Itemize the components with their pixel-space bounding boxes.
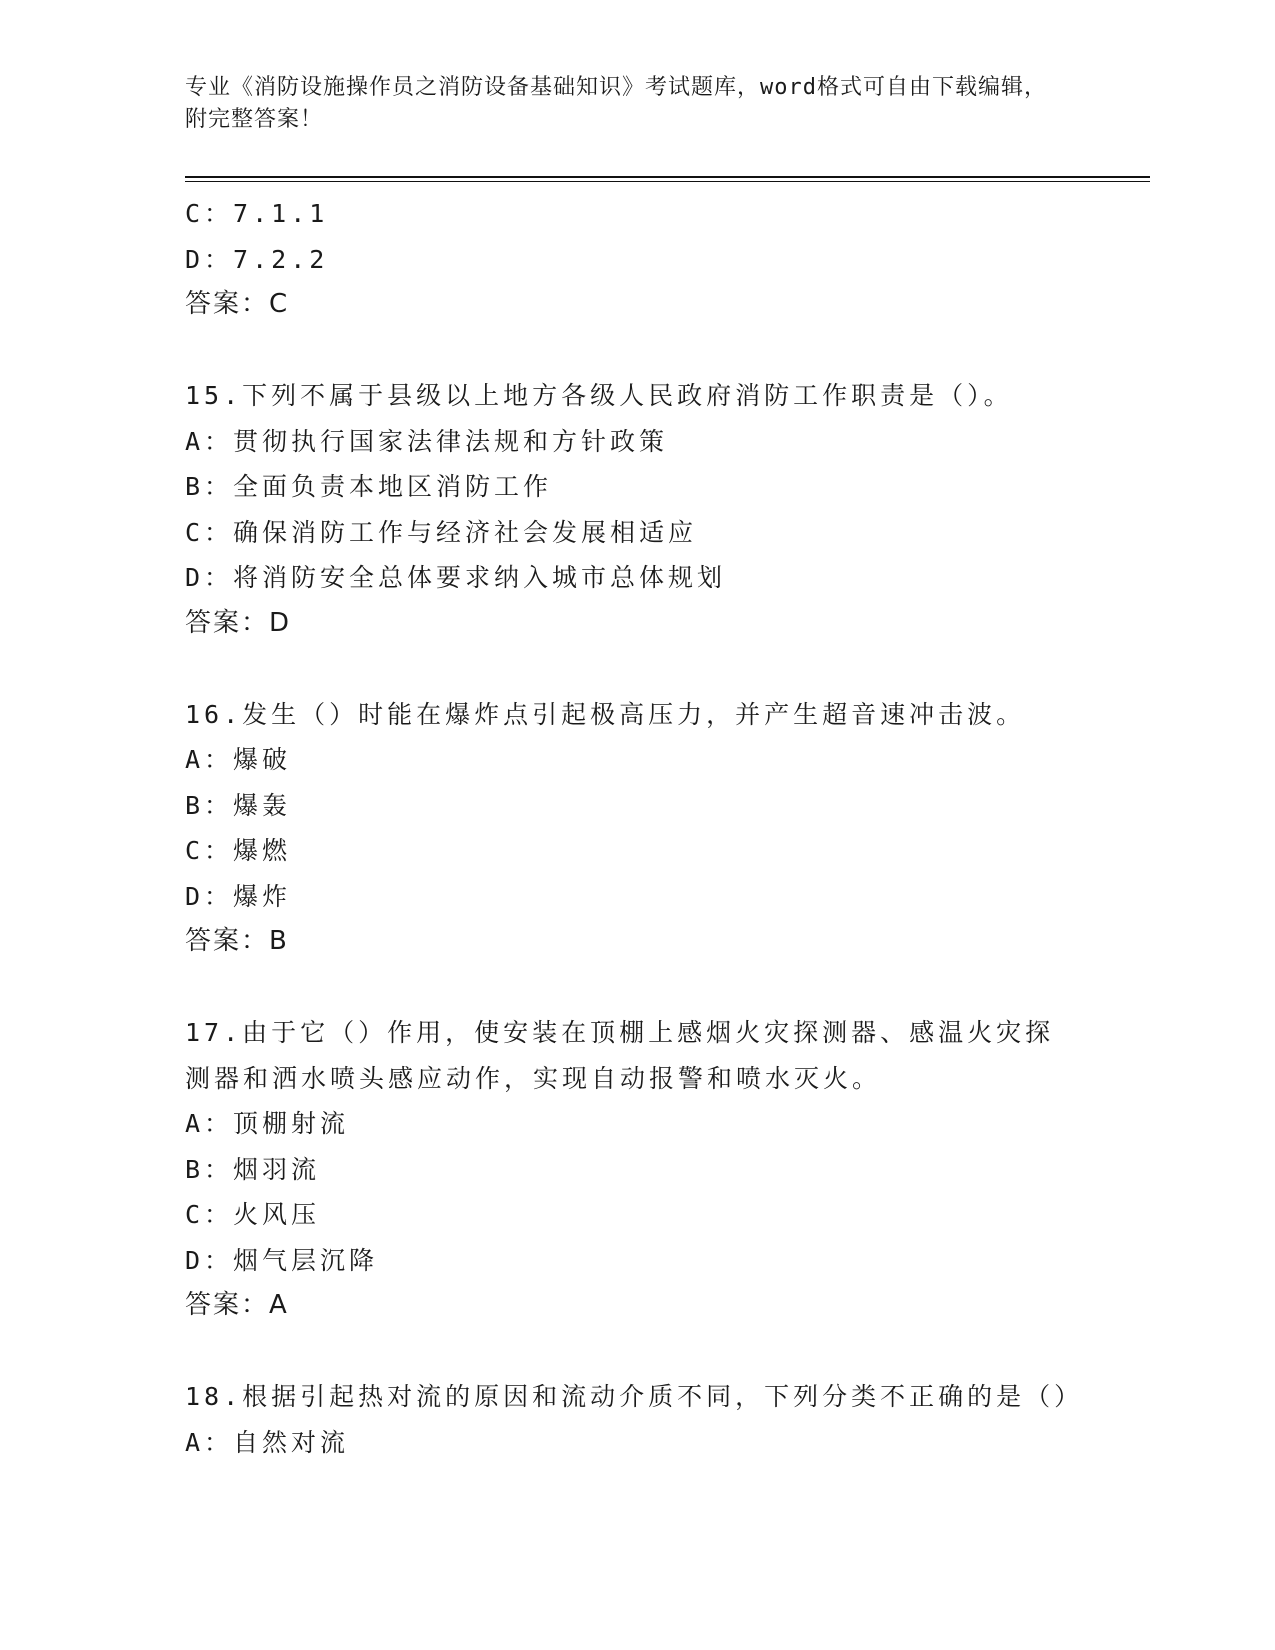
option-c: C：火风压: [185, 1200, 321, 1229]
option-b: B：烟羽流: [185, 1154, 321, 1184]
option-a: A：贯彻执行国家法律法规和方针政策: [185, 426, 669, 456]
answer-line: 答案：C: [185, 289, 290, 319]
header-divider: [185, 176, 1150, 178]
option-c: C：确保消防工作与经济社会发展相适应: [185, 517, 698, 547]
question-18: [185, 1374, 1085, 1465]
document-header: 专业《消防设施操作员之消防设备基础知识》考试题库，word格式可自由下载编辑，附完整答案！: [185, 75, 1047, 132]
option-d: D：爆炸: [185, 881, 292, 911]
option-b: B：爆轰: [185, 790, 292, 820]
header-divider-thin: [185, 181, 1150, 182]
option-b: B：全面负责本地区消防工作: [185, 472, 553, 501]
question-stem: 15.下列不属于县级以上地方各级人民政府消防工作职责是（）。: [185, 381, 1013, 410]
answer-line: 答案：D: [185, 607, 292, 638]
option-a: A：顶棚射流: [185, 1109, 350, 1138]
answer-line: 答案：A: [185, 1290, 289, 1320]
question-stem: 16.发生（）时能在爆炸点引起极高压力，并产生超音速冲击波。: [185, 699, 1026, 729]
question-17: [185, 1010, 1085, 1329]
option-a: A：自然对流: [185, 1427, 350, 1457]
option-c: C：爆燃: [185, 836, 292, 865]
question-stem: 17.由于它（）作用，使安装在顶棚上感烟火灾探测器、感温火灾探测器和洒水喷头感应动作，实现自动报警和喷水灭火。: [185, 1018, 1055, 1093]
question-list: [185, 191, 1085, 1465]
option-d: D：7.2.2: [185, 244, 329, 274]
question-16: [185, 692, 1085, 965]
option-c: C：7.1.1: [185, 199, 329, 228]
option-d: D：烟气层沉降: [185, 1245, 379, 1275]
question-15: [185, 373, 1085, 646]
question-14-continuation: [185, 191, 1085, 328]
option-a: A：爆破: [185, 745, 292, 774]
answer-line: 答案：B: [185, 926, 289, 956]
option-d: D：将消防安全总体要求纳入城市总体规划: [185, 563, 727, 592]
question-stem: 18.根据引起热对流的原因和流动介质不同，下列分类不正确的是（）: [185, 1382, 1084, 1411]
